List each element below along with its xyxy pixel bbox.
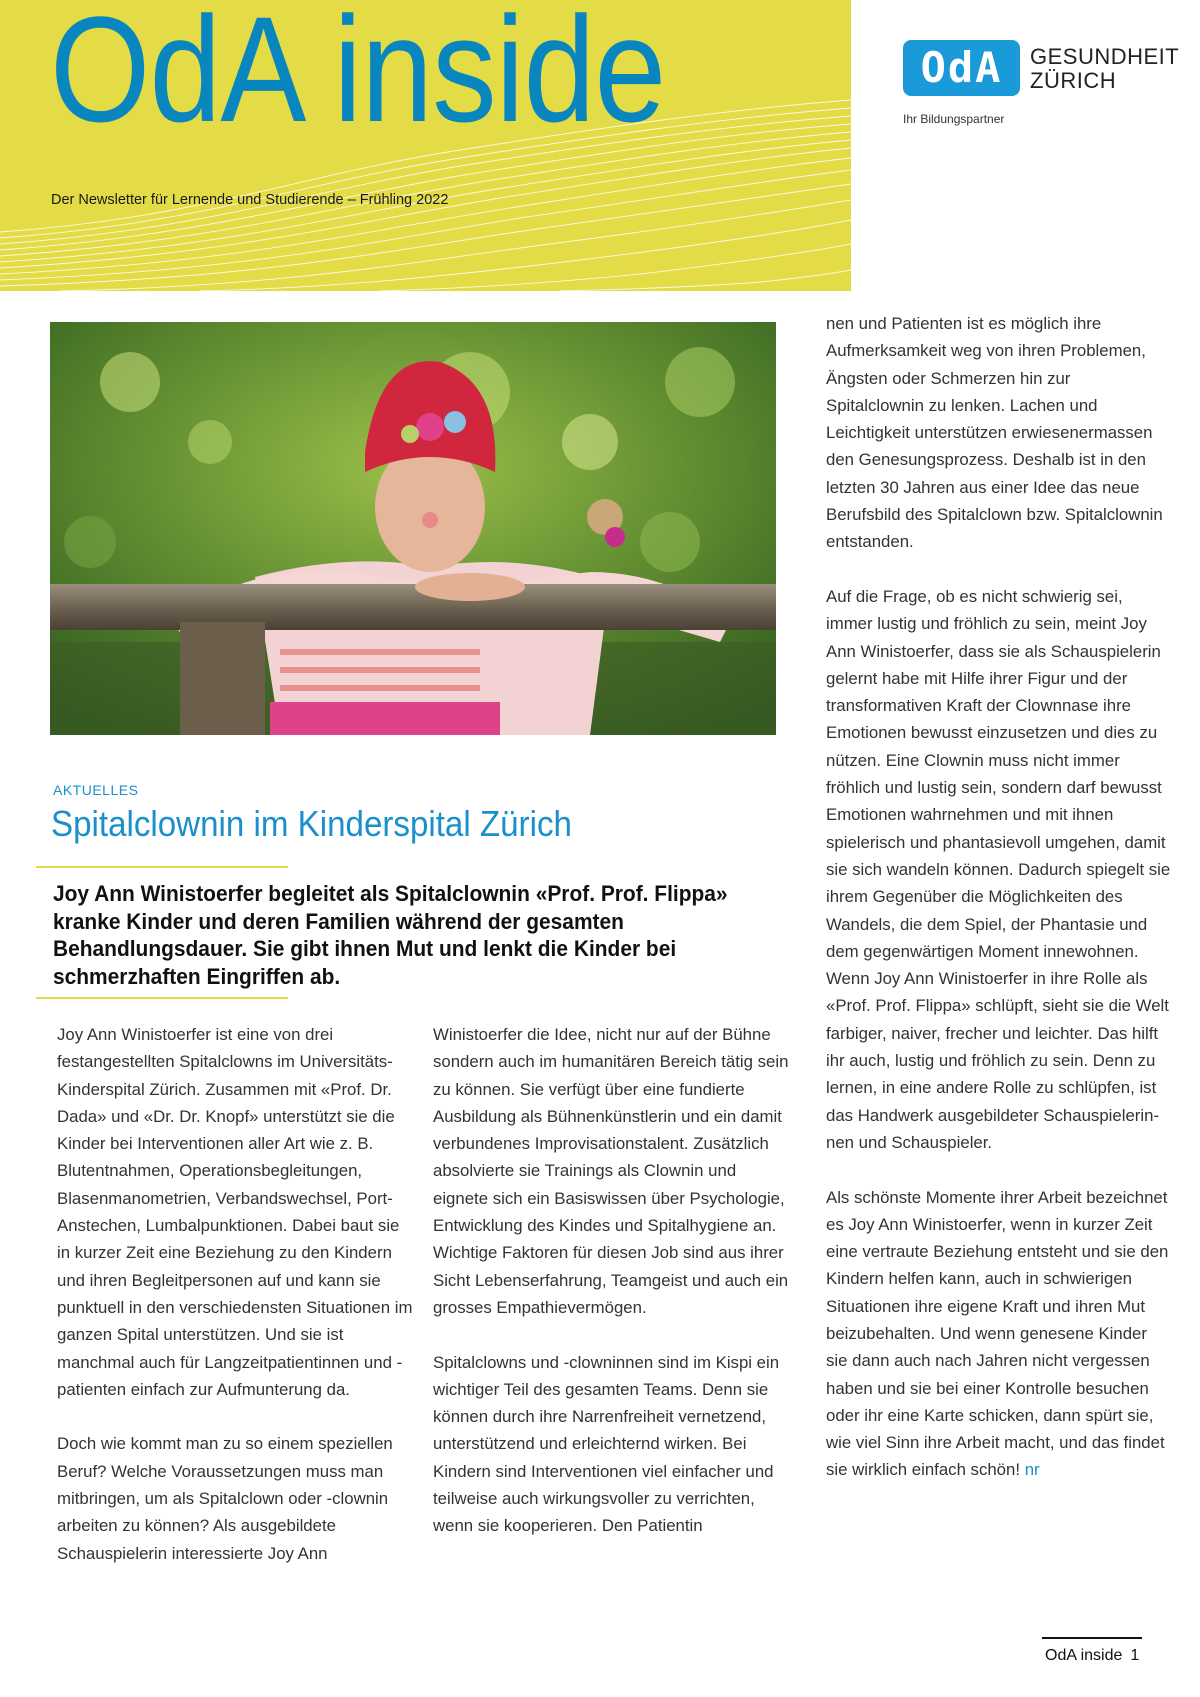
section-kicker: AKTUELLES: [53, 782, 139, 798]
body-paragraph: Joy Ann Winistoerfer ist eine von drei festangestellten Spitalclowns im Universitäts-Kinderspital Zürich. Zusammen mit «Prof. Dr. Dada» und «Dr. Dr. Knopf» unterstützt sie die Kinder bei Interventionen aller Art wie z. B. Blutentnahmen, Operationsbegleitungen, Blasenmanometrien, Verbandswechsel, Port-Anstechen, Lumbalpunktionen. Dabei baut sie in kurzer Zeit eine Beziehung zu den Kindern und ihren Begleitpersonen auf und kann sie punktuell in den verschiedensten Situationen im ganzen Spital unterstützen. Und sie ist manchmal auch für Langzeitpatientinnen und -patienten einfach zur Aufmunterung da.: [57, 1025, 413, 1399]
article-photo: [50, 322, 776, 735]
article-lead: Joy Ann Winistoerfer begleitet als Spitalclownin «Prof. Prof. Flippa» kranke Kinder und deren Familien während der gesamten Behandlungsdauer. Sie gibt ihnen Mut und lenkt die Kinder bei schmerzhaften Eingriffen ab.: [53, 881, 728, 989]
masthead-subtitle: Der Newsletter für Lernende und Studierende – Frühling 2022: [51, 192, 449, 208]
body-paragraph: Winistoerfer die Idee, nicht nur auf der Bühne sondern auch im humanitären Bereich tätig sein zu können. Sie verfügt über eine fundierte Ausbildung als Bühnenkünstlerin und ein damit verbundenes Improvisationstalent. Zusätzlich absolvierte sie Trainings als Clownin und eignete sich ein Basiswissen über Psychologie, Entwicklung des Kindes und Spitalhygiene an. Wichtige Faktoren für diesen Job sind aus ihrer Sicht Lebenserfahrung, Teamgeist und auch ein grosses Empathievermögen.: [433, 1025, 789, 1317]
body-paragraph: Auf die Frage, ob es nicht schwierig sei, immer lustig und fröhlich zu sein, meint Joy Ann Winistoerfer, dass sie als Schauspielerin gelernt habe mit Hilfe ihrer Figur und der transformativen Kraft der Clownnase ihre Emotionen bewusst einzusetzen und dies zu nützen. Eine Clownin muss nicht immer fröhlich und lustig sein, sondern darf bewusst Emotionen wahrnehmen und mit ihnen spielerisch und phantasievoll umgehen, damit sie sich wandeln können. Dadurch spiegelt sie ihrem Gegenüber die Möglichkeiten des Wandels, die dem Spiel, der Phantasie und dem gegenwärtigen Moment innewohnen.: [826, 586, 1171, 961]
footer-rule: [1042, 1637, 1142, 1639]
photo-illustration: [50, 322, 776, 735]
logo-text-gesundheit: GESUNDHEIT: [1030, 44, 1180, 69]
body-paragraph: nen und Patienten ist es möglich ihre Aufmerksamkeit weg von ihren Problemen, Ängsten oder Schmerzen hin zur Spitalclownin zu lenken. Lachen und Leichtigkeit unterstützen erwiesenermassen den Genesungsprozess. Deshalb ist in den letzten 30 Jahren aus einer Idee das neue Berufsbild des Spitalclown bzw. Spitalclownin entstanden.: [826, 314, 1163, 552]
body-paragraph: Spitalclowns und -clowninnen sind im Kispi ein wichtiger Teil des gesamten Teams. Denn sie können durch ihre Narrenfreiheit vernetzend, unterstützend und erleichternd wirken. Bei Kindern sind Interventionen viel einfacher und teilweise auch wirkungsvoller zu verrichten, wenn sie kooperieren. Den Patientin: [433, 1352, 780, 1536]
body-column-1: [57, 1021, 417, 1567]
logo-text-zurich: ZÜRICH: [1030, 68, 1117, 93]
lead-divider-bottom: [36, 997, 288, 999]
page-footer: [1045, 1647, 1139, 1665]
masthead-band: [0, 0, 851, 291]
oda-logo-mark: OdA: [903, 40, 1020, 96]
body-column-3: [826, 310, 1171, 1484]
footer-publication: OdA inside: [1045, 1647, 1123, 1664]
body-column-2: [433, 1021, 793, 1540]
lead-divider-top: [36, 866, 288, 868]
body-paragraph-final: [826, 1184, 1171, 1484]
masthead-title: OdA inside: [50, 0, 666, 153]
author-signature: nr: [1024, 1460, 1040, 1480]
article-headline: Spitalclownin im Kinderspital Zürich: [51, 803, 572, 844]
page-number: 1: [1130, 1647, 1140, 1664]
final-paragraph-text: Als schönste Momente ihrer Arbeit bezeichnet es Joy Ann Winistoerfer, wenn in kurzer Zeit eine vertraute Beziehung entsteht und sie den Kindern helfen kann, auch in schwierigen Situationen ihre eigene Kraft und ihren Mut beizubehalten. Und wenn genesene Kinder sie dann auch nach Jahren nicht vergessen haben und sie bei einer Kontrolle besuchen oder ihr eine Karte schicken, dann spürt sie, wie viel Sinn ihre Arbeit macht, und das findet sie wirklich einfach schön!: [826, 1187, 1169, 1480]
logo-tagline: Ihr Bildungspartner: [903, 112, 1005, 126]
body-paragraph: Wenn Joy Ann Winistoerfer in ihre Rolle als «Prof. Prof. Flippa» schlüpft, sieht sie die Welt farbiger, naiver, frecher und leichter. Das hilft ihr auch, lustig und fröhlich zu sein. Denn zu lernen, in eine andere Rolle zu schlüpfen, ist das Handwerk ausgebildeter Schauspielerinnen und Schauspieler.: [826, 969, 1169, 1152]
body-paragraph: Doch wie kommt man zu so einem speziellen Beruf? Welche Voraussetzungen muss man mitbringen, um als Spitalclown oder -clownin arbeiten zu können? Als ausgebildete Schauspielerin interessierte Joy Ann: [57, 1434, 393, 1563]
